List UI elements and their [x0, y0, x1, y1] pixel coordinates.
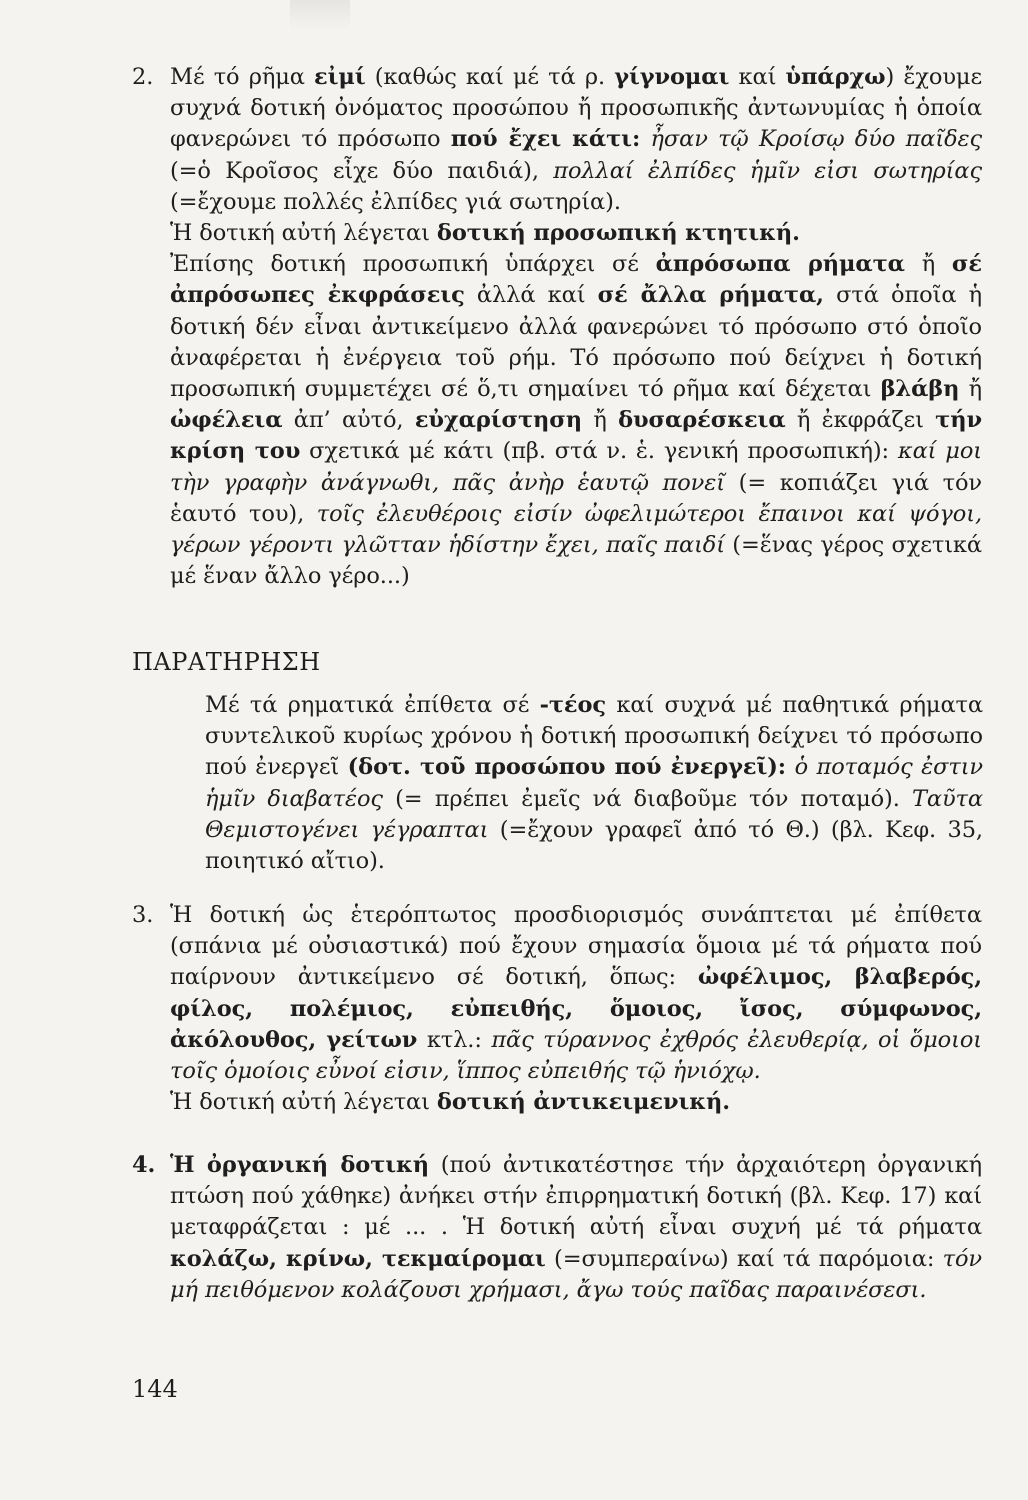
text: (=ὁ Κροῖσος εἶχε δύο παιδιά), [170, 157, 554, 184]
text: (=ἔχουν γραφεῖ ἀπό τό Θ.) (βλ. Κεφ. 35, ποιητικό αἴτιο). [205, 816, 983, 875]
text: (=συμπεραίνω) καί τά παρόμοια: [545, 1245, 943, 1272]
bold-term: πού ἔχει κάτι: [450, 126, 641, 153]
text: Ἐπίσης δοτική προσωπική ὑπάρχει σέ [170, 251, 656, 278]
bold-term: εἰμί [314, 64, 366, 90]
item-number: 2. [132, 64, 154, 90]
text: ἤ [582, 407, 619, 434]
section-4 [132, 1150, 982, 1306]
text: ἤ [904, 251, 952, 278]
text: ἀλλά καί [464, 282, 598, 309]
paragraph [170, 249, 982, 592]
bold-term: (δοτ. τοῦ προσώπου πού ἐνεργεῖ): [347, 754, 787, 781]
bold-term: δυσαρέσκεια [618, 407, 786, 434]
bold-term: βλάβη [880, 376, 960, 403]
text: (=ἕνας γέρος σχετικά μέ ἕναν ἄλλο γέρο...) [170, 532, 982, 590]
text: (= πρέπει ἐμεῖς νά διαβοῦμε τόν ποταμό). [382, 785, 912, 812]
bold-term: σέ ἄλλα ρήματα, [597, 282, 824, 309]
bold-term: ὑπάρχω [785, 64, 886, 90]
bold-term: σέ ἀπρόσωπες ἐκφράσεις [170, 251, 982, 309]
item-number: 4. [132, 1152, 156, 1178]
text: καί [729, 64, 786, 90]
italic-example: ὁ ποταμός ἐστιν ἡμῖν διαβατέος [205, 754, 983, 812]
scan-smudge [290, 0, 350, 30]
section-heading: ΠΑΡΑΤΗΡΗΣΗ [132, 648, 321, 676]
italic-example: Ταῦτα Θεμιστογένει γέγραπται [205, 785, 983, 843]
text [640, 126, 650, 152]
bold-term: ὠφέλεια [170, 407, 283, 434]
bold-term: ὠφέλιμος, βλαβερός, φίλος, πολέμιος, εὐπειθής, ὅμοιος, ἴσος, σύμφωνος, ἀκόλουθος, γείτων [170, 964, 982, 1053]
paragraph [170, 62, 982, 218]
note-block [205, 690, 983, 877]
text: Ἡ δοτική αὐτή λέγεται [170, 220, 437, 247]
section-3 [132, 900, 982, 1118]
bold-term: δοτική ἀντικειμενική. [436, 1089, 731, 1116]
bold-term: κολάζω, κρίνω, τεκμαίρομαι [170, 1245, 546, 1272]
text: (= κοπιάζει γιά τόν ἑαυτό του), [170, 469, 982, 527]
text: στά ὁποῖα ἡ δοτική δέν εἶναι ἀντικείμενο ἀλλά φανερώνει τό πρόσωπο στό ὁποῖο ἀναφέρεται ἡ ἐνέργεια τοῦ ρήμ. Τό πρόσωπο πού δείχνει ἡ δοτική προσωπική συμμετέχει σέ ὅ,τι σημαίνει τό ρῆμα καί δέχεται [170, 282, 982, 403]
text: ἀπ’ αὐτό, [282, 407, 415, 434]
italic-example: καί μοι τὴν γραφὴν ἀνάγνωθι, πᾶς ἀνὴρ ἑαυτῷ πονεῖ [170, 438, 982, 496]
bold-term: -τέος [539, 692, 606, 718]
text: ἤ ἐκφράζει [785, 407, 936, 434]
text: Ἡ δοτική ὡς ἑτερόπτωτος προσδιορισμός συνάπτεται μέ ἐπίθετα (σπάνια μέ οὐσιαστικά) πού ἔχουν σημασία ὅμοια μέ τά ρήματα πού παίρνουν ἀντικείμενο σέ δοτική, ὅπως: [170, 902, 982, 991]
text: (καθώς καί μέ τά ρ. [365, 64, 615, 90]
section-4-body [170, 1150, 982, 1306]
text: κτλ.: [417, 1026, 492, 1053]
bold-term: δοτική προσωπική κτητική. [436, 220, 800, 247]
italic-example: τοῖς ἐλευθέροις εἰσίν ὠφελιμώτεροι ἔπαινοι καί ψόγοι, γέρων γέροντι γλῶτταν ἡδίστην ἔχει, παῖς παιδί [170, 500, 982, 559]
text: Μέ τά ρηματικά ἐπίθετα σέ [205, 692, 540, 718]
paragraph [205, 690, 983, 877]
text: Μέ τό ρῆμα [170, 64, 315, 90]
text: (=ἔχουμε πολλές ἐλπίδες γιά σωτηρία). [170, 188, 621, 215]
italic-example: ἦσαν τῷ Κροίσῳ δύο παῖδες [650, 126, 982, 153]
section-2-body [170, 62, 982, 592]
text: (πού ἀντικατέστησε τήν ἀρχαιότερη ὀργανική πτώση πού χάθηκε) ἀνήκει στήν ἐπιρρηματική δοτική (βλ. Κεφ. 17) καί μεταφράζεται : μέ ... . Ἡ δοτική αὐτή εἶναι συχνή μέ τά ρήματα [170, 1152, 982, 1241]
text: καί συχνά μέ παθητικά ρήματα συντελικοῦ κυρίως χρόνου ἡ δοτική προσωπική δείχνει τό πρόσωπο πού ἐνεργεῖ [205, 692, 983, 781]
bold-term: εὐχαρίστηση [414, 407, 583, 434]
italic-example: πολλαί ἐλπίδες ἡμῖν εἰσι σωτηρίας [553, 157, 982, 184]
item-number: 3. [132, 902, 154, 928]
text [786, 754, 795, 780]
text: ) ἔχουμε συχνά δοτική ὀνόματος προσώπου ἤ προσωπικῆς ἀντωνυμίας ἡ ὁποία φανερώνει τό πρόσωπο [170, 64, 982, 153]
paragraph [170, 1150, 982, 1306]
paragraph [170, 900, 982, 1087]
paragraph [170, 218, 982, 249]
paragraph [170, 1087, 982, 1118]
bold-term: ἀπρόσωπα ρήματα [655, 251, 905, 278]
bold-term: γίγνομαι [614, 64, 730, 90]
italic-example: τόν μή πειθόμενον κολάζουσι χρήμασι, ἄγω τούς παῖδας παραινέσεσι. [170, 1245, 982, 1303]
text: ἤ [959, 376, 982, 403]
italic-example: πᾶς τύραννος ἐχθρός ἐλευθερίᾳ, οἱ ὅμοιοι τοῖς ὁμοίοις εὖνοί εἰσιν, ἵππος εὐπειθής τῷ ἡνιόχῳ. [170, 1026, 982, 1085]
text: Ἡ δοτική αὐτή λέγεται [170, 1089, 437, 1116]
text: σχετικά μέ κάτι (πβ. στά ν. ἑ. γενική προσωπική): [300, 438, 898, 465]
page-number: 144 [132, 1375, 178, 1403]
section-2 [132, 62, 982, 592]
bold-term: τήν κρίση του [170, 407, 982, 465]
bold-term: Ἡ ὀργανική δοτική [170, 1152, 430, 1178]
section-3-body [170, 900, 982, 1118]
